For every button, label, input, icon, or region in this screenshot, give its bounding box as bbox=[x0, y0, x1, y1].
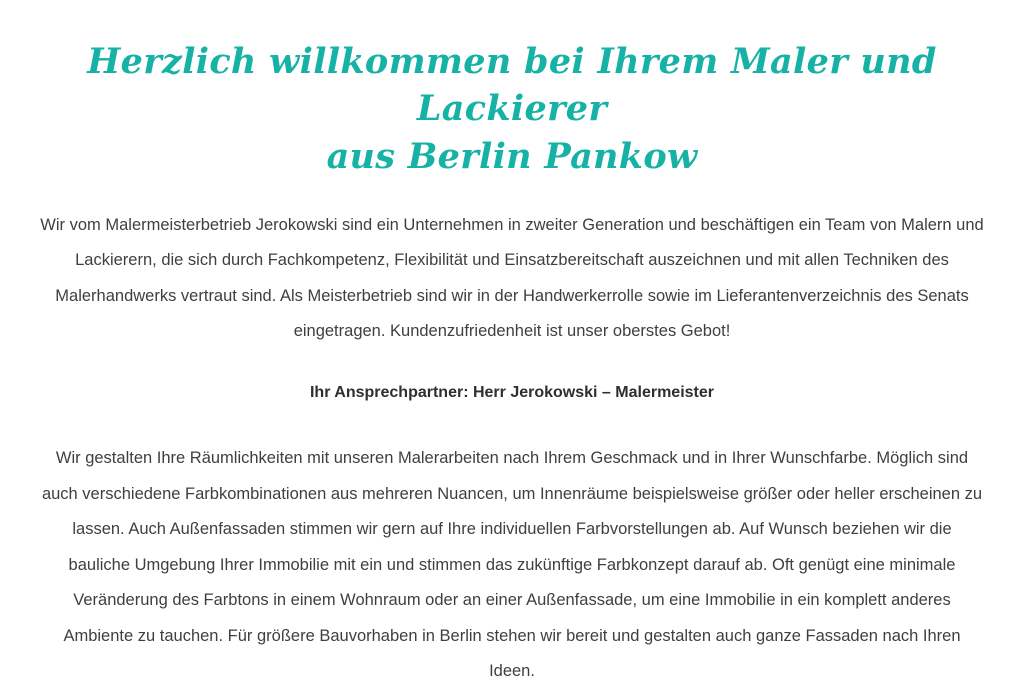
intro-paragraph: Wir vom Malermeisterbetrieb Jerokowski sind ein Unternehmen in zweiter Generation und beschäftigen ein Team von Malern und Lackierern, die sich durch Fachkompetenz, Flexibilität und Einsatzbereitschaft auszeichnen und mit allen Techniken des Malerhandwerks vertraut sind. Als Meisterbetrieb sind wir in der Handwerkerrolle sowie im Lieferantenverzeichnis des Senats eingetragen. Kundenzufriedenheit ist unser oberstes Gebot! bbox=[40, 215, 984, 341]
services-paragraph: Wir gestalten Ihre Räumlichkeiten mit unseren Malerarbeiten nach Ihrem Geschmack und in Ihrer Wunschfarbe. Möglich sind auch verschiedene Farbkombinationen aus mehreren Nuancen, um Innenräume beispielsweise größer oder heller erscheinen zu lassen. Auch Außenfassaden stimmen wir gern auf Ihre individuellen Farbvorstellungen ab. Auf Wunsch beziehen wir die bauliche Umgebung Ihrer Immobilie mit ein und stimmen das zukünftige Farbkonzept darauf ab. Oft genügt eine minimale Veränderung des Farbtons in einem Wohnraum oder an einer Außenfassade, um eine Immobilie in ein komplett anderes Ambiente zu tauchen. Für größere Bauvorhaben in Berlin stehen wir bereit und gestalten auch ganze Fassaden nach Ihren Ideen. bbox=[41, 449, 983, 681]
page-title bbox=[40, 38, 984, 180]
page-title-line-2: aus Berlin Pankow bbox=[326, 135, 698, 177]
contact-person-line: Ihr Ansprechpartner: Herr Jerokowski – Malermeister bbox=[309, 383, 714, 401]
page-title-line-1: Herzlich willkommen bei Ihrem Maler und Lackierer bbox=[87, 41, 937, 130]
